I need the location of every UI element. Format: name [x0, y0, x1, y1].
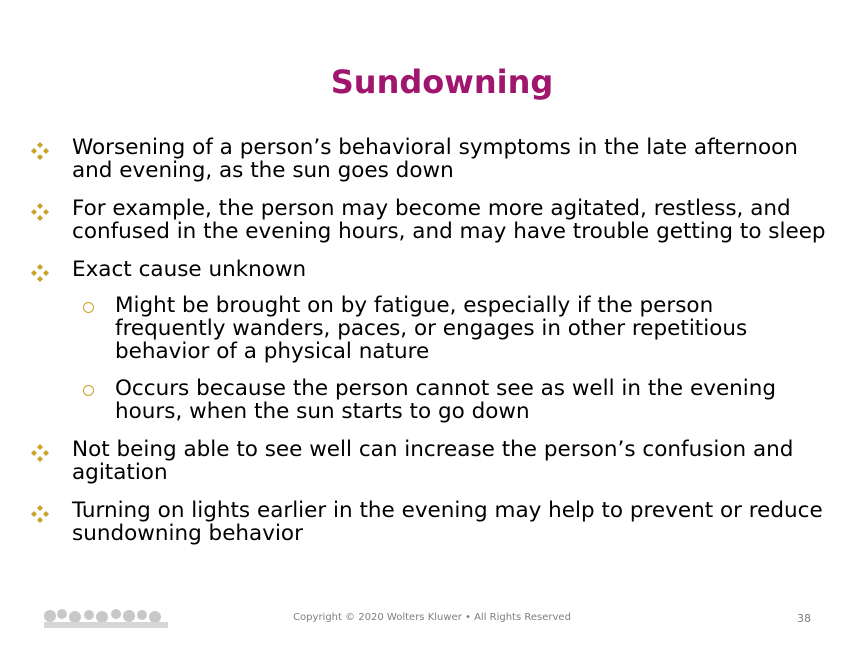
slide-title: Sundowning [330, 63, 554, 101]
diamond-quad-icon [30, 141, 50, 161]
sub-bullet-text: Might be brought on by fatigue, especially if the person frequently wanders, paces, or engages in other repetitious behavior of a physical nature [115, 293, 748, 364]
bullet-item [30, 499, 830, 545]
bullet-item [30, 438, 830, 484]
page-number: 38 [797, 612, 811, 625]
diamond-quad-icon [30, 202, 50, 222]
diamond-quad-icon [30, 443, 50, 463]
diamond-quad-icon [30, 263, 50, 283]
sub-bullet-item [72, 294, 830, 363]
bullet-item [30, 136, 830, 182]
bullet-list [30, 136, 830, 560]
circle-outline-icon [83, 385, 94, 396]
sub-bullet-item [72, 377, 830, 423]
diamond-quad-icon [30, 504, 50, 524]
bullet-text: Not being able to see well can increase the person’s confusion and agitation [72, 437, 794, 485]
circle-outline-icon [83, 302, 94, 313]
sub-bullet-text: Occurs because the person cannot see as well in the evening hours, when the sun starts to go down [115, 376, 777, 424]
bullet-text: Exact cause unknown [72, 257, 307, 282]
bullet-item [30, 197, 830, 243]
bullet-text: Turning on lights earlier in the evening may help to prevent or reduce sundowning behavior [72, 498, 823, 546]
bullet-text: For example, the person may become more agitated, restless, and confused in the evening hours, and may have trouble getting to sleep [72, 196, 826, 244]
copyright-text: Copyright © 2020 Wolters Kluwer • All Rights Reserved [293, 612, 571, 623]
sub-bullet-list [72, 294, 830, 423]
bullet-text: Worsening of a person’s behavioral symptoms in the late afternoon and evening, as the sun goes down [72, 135, 798, 183]
bullet-item [30, 258, 830, 423]
